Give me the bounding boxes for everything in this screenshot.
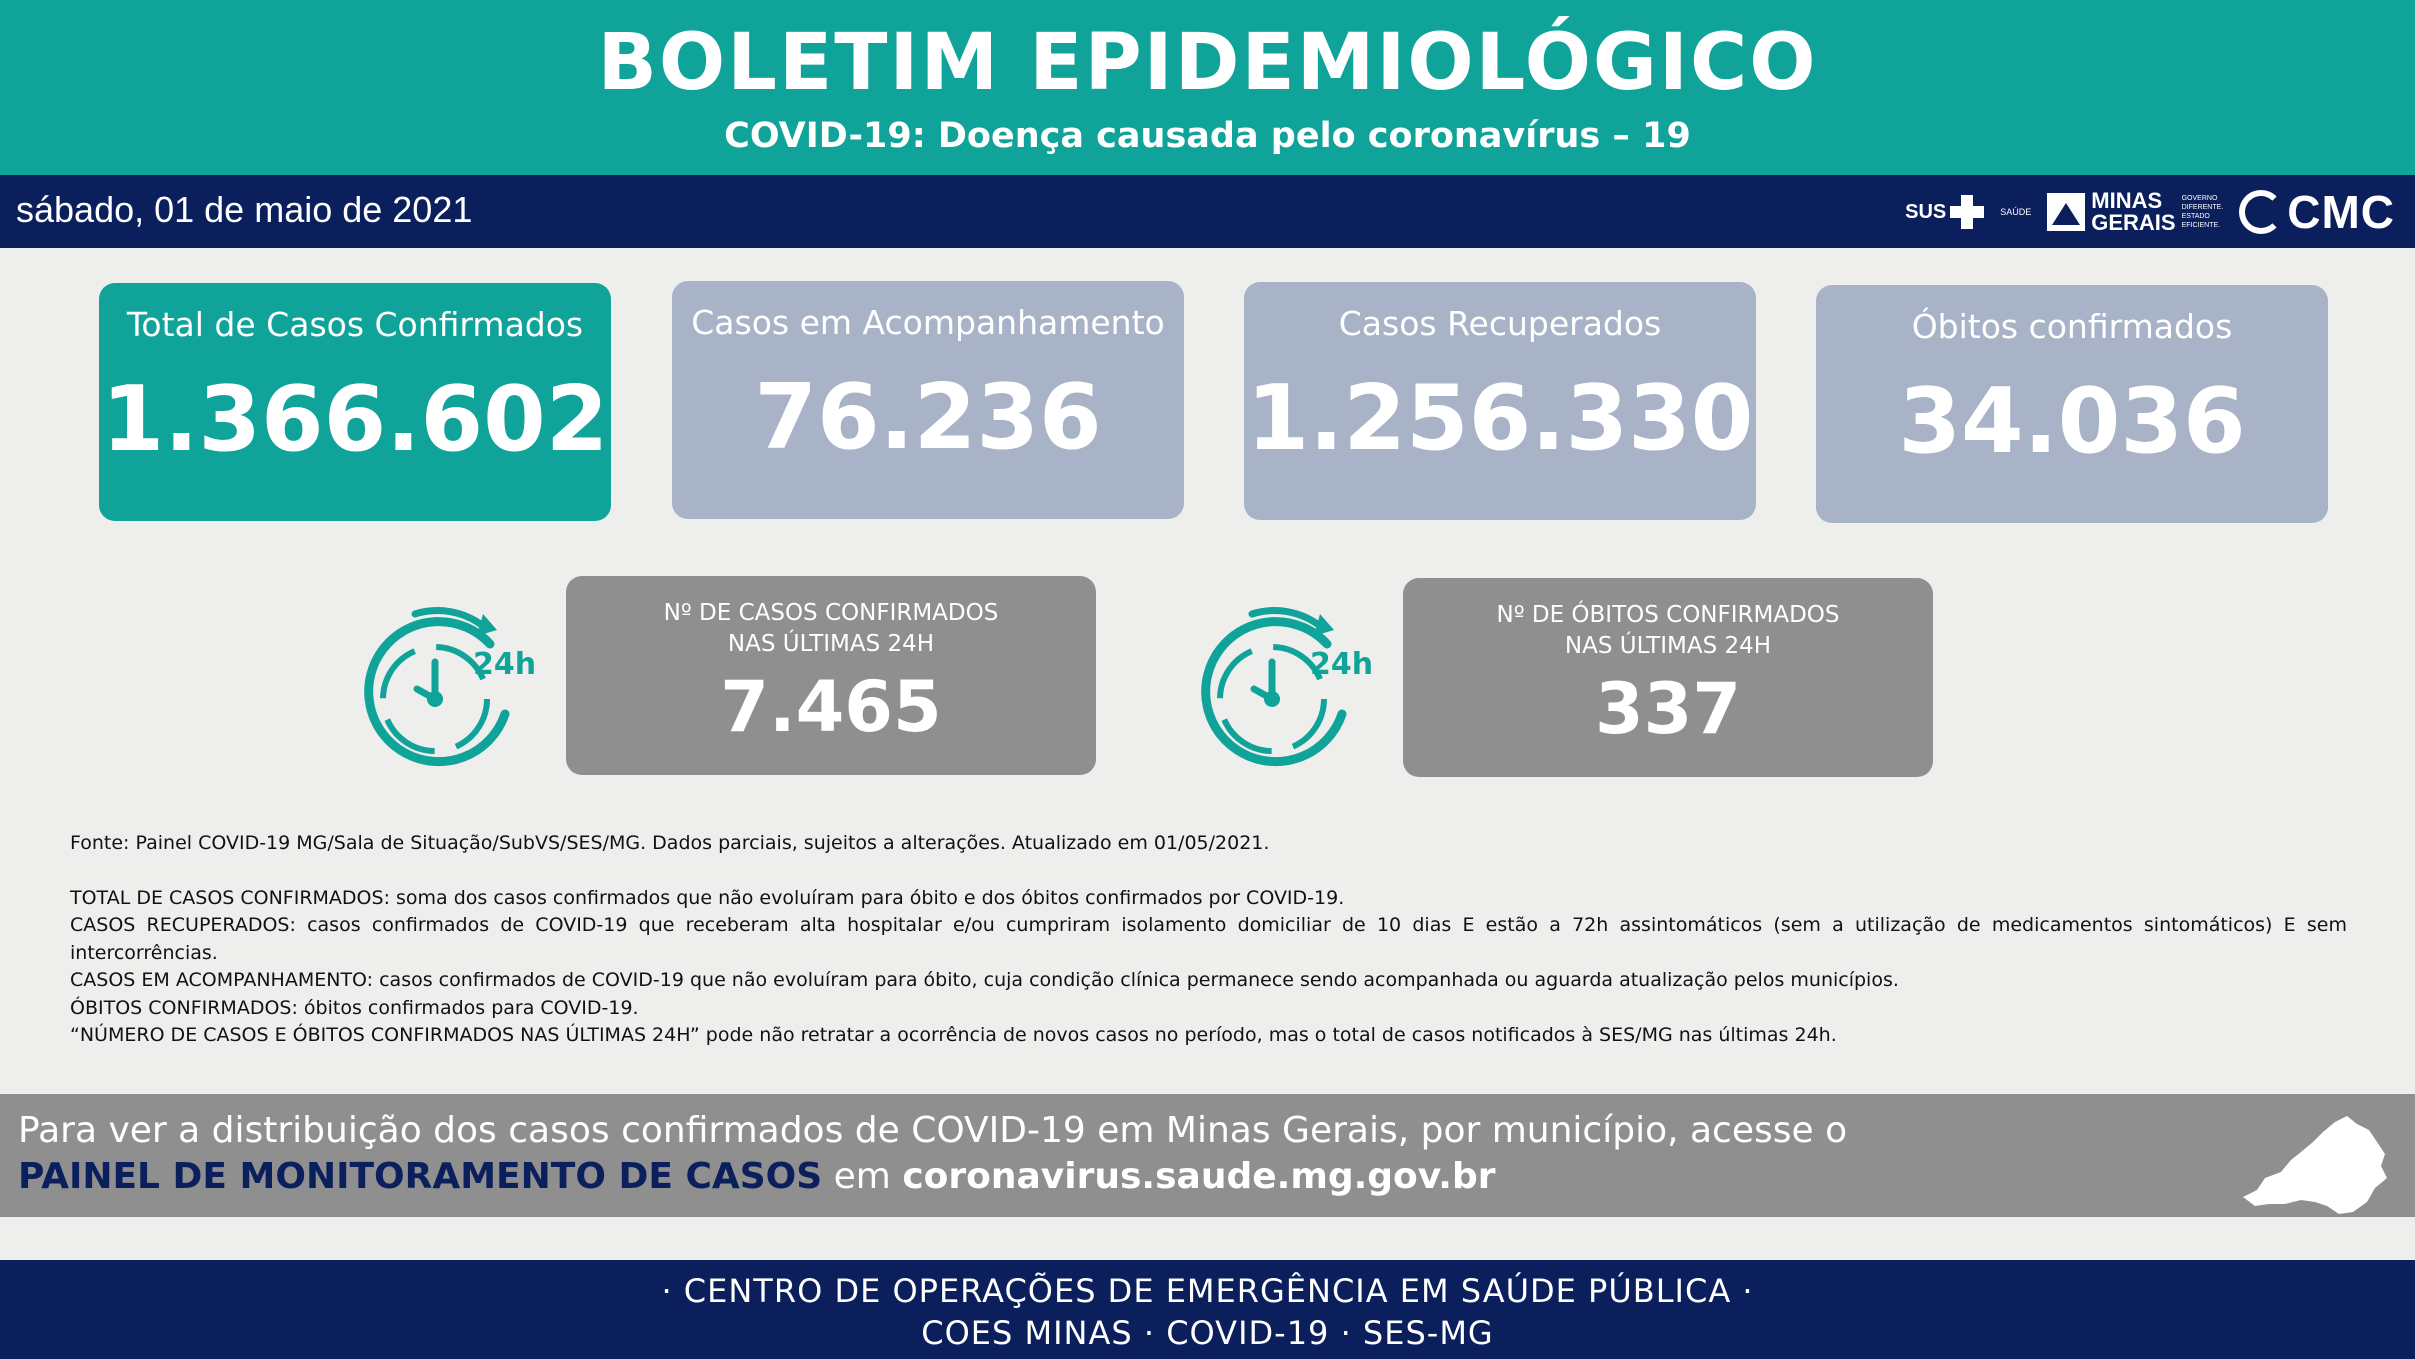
card-label: Casos em Acompanhamento — [691, 303, 1165, 342]
card-label-line1: Nº DE ÓBITOS CONFIRMADOS — [1496, 602, 1840, 628]
mountain-icon — [2047, 193, 2085, 231]
card-label: Total de Casos Confirmados — [126, 305, 584, 344]
card-label-line1: Nº DE CASOS CONFIRMADOS — [663, 600, 999, 626]
saude-logo-text: SAÚDE — [2000, 207, 2032, 217]
ring-icon — [2239, 190, 2283, 234]
card-total-confirmed — [99, 283, 611, 521]
cross-icon — [1950, 195, 1984, 229]
card-daily-deaths — [1403, 578, 1933, 777]
bulletin-date: sábado, 01 de maio de 2021 — [16, 189, 473, 230]
clock-label: 24h — [1310, 647, 1374, 682]
card-under-monitoring — [672, 281, 1184, 519]
footer-line1: · CENTRO DE OPERAÇÕES DE EMERGÊNCIA EM SAÚDE PÚBLICA · — [661, 1272, 1754, 1310]
footnotes — [70, 830, 2347, 1050]
banner-connector: em — [822, 1156, 903, 1197]
source-note: Fonte: Painel COVID-19 MG/Sala de Situação/SubVS/SES/MG. Dados parciais, sujeitos a alterações. Atualizado em 01/05/2021. — [70, 832, 1270, 854]
date-bar — [0, 175, 2415, 248]
card-value: 7.465 — [720, 666, 942, 748]
clock-24h-icon — [355, 604, 537, 774]
card-label: Casos Recuperados — [1338, 304, 1662, 343]
cmc-logo-text: CMC — [2287, 186, 2395, 238]
site-url-link[interactable]: coronavirus.saude.mg.gov.br — [902, 1156, 1496, 1197]
card-value: 1.256.330 — [1246, 366, 1754, 471]
dashboard-banner — [0, 1094, 2415, 1217]
card-label: Óbitos confirmados — [1911, 307, 2233, 346]
mg-logo-line1: MINAS — [2091, 188, 2163, 213]
page-title: BOLETIM EPIDEMIOLÓGICO — [597, 18, 1818, 108]
definition-last-24h: “NÚMERO DE CASOS E ÓBITOS CONFIRMADOS NAS ÚLTIMAS 24H” pode não retratar a ocorrência de novos casos no período, mas o total de casos notificados à SES/MG nas últimas 24h. — [70, 1024, 1837, 1046]
header — [0, 0, 2415, 175]
card-value: 34.036 — [1898, 369, 2246, 474]
card-value: 76.236 — [754, 365, 1102, 470]
card-value: 337 — [1594, 668, 1742, 750]
banner-text: Para ver a distribuição dos casos confirmados de COVID-19 em Minas Gerais, por município, acesse o — [18, 1110, 1848, 1151]
card-deaths — [1816, 285, 2328, 523]
definition-monitoring: CASOS EM ACOMPANHAMENTO: casos confirmados de COVID-19 que não evoluíram para óbito, cuja condição clínica permanece sendo acompanhada ou aguarda atualização pelos municípios. — [70, 969, 1899, 991]
sus-logo-text: SUS — [1905, 200, 1947, 223]
mg-tagline-3: ESTADO — [2181, 213, 2210, 220]
mg-tagline-4: EFICIENTE. — [2181, 222, 2221, 229]
footer — [0, 1260, 2415, 1359]
sus-logo — [1905, 195, 1984, 229]
card-label-line2: NAS ÚLTIMAS 24H — [1564, 633, 1772, 659]
mg-tagline-1: GOVERNO — [2181, 195, 2218, 202]
dashboard-link[interactable]: PAINEL DE MONITORAMENTO DE CASOS — [18, 1156, 823, 1197]
clock-24h-icon — [1192, 604, 1374, 774]
definition-deaths: ÓBITOS CONFIRMADOS: óbitos confirmados para COVID-19. — [70, 996, 639, 1019]
mg-tagline-2: DIFERENTE. — [2181, 204, 2224, 211]
card-daily-cases — [566, 576, 1096, 775]
minas-gerais-map-icon — [2235, 1102, 2395, 1217]
logo-group — [1905, 183, 2395, 241]
definition-recovered: CASOS RECUPERADOS: casos confirmados de COVID-19 que receberam alta hospitalar e/ou cumpriram isolamento domiciliar de 10 dias E estão a 72h assintomáticos (sem a utilização de medicamentos sintomáticos) E sem intercorrências. — [70, 914, 2347, 964]
minas-gerais-logo — [2047, 190, 2223, 234]
card-label-line2: NAS ÚLTIMAS 24H — [727, 631, 935, 657]
mg-logo-line2: GERAIS — [2091, 210, 2176, 235]
card-value: 1.366.602 — [101, 367, 609, 472]
definition-total: TOTAL DE CASOS CONFIRMADOS: soma dos casos confirmados que não evoluíram para óbito e dos óbitos confirmados por COVID-19. — [70, 886, 1345, 909]
page-subtitle: COVID-19: Doença causada pelo coronavírus – 19 — [724, 116, 1691, 156]
clock-label: 24h — [473, 647, 537, 682]
cmc-logo — [2239, 185, 2395, 239]
card-recovered — [1244, 282, 1756, 520]
footer-line2: COES MINAS · COVID-19 · SES-MG — [921, 1314, 1494, 1352]
